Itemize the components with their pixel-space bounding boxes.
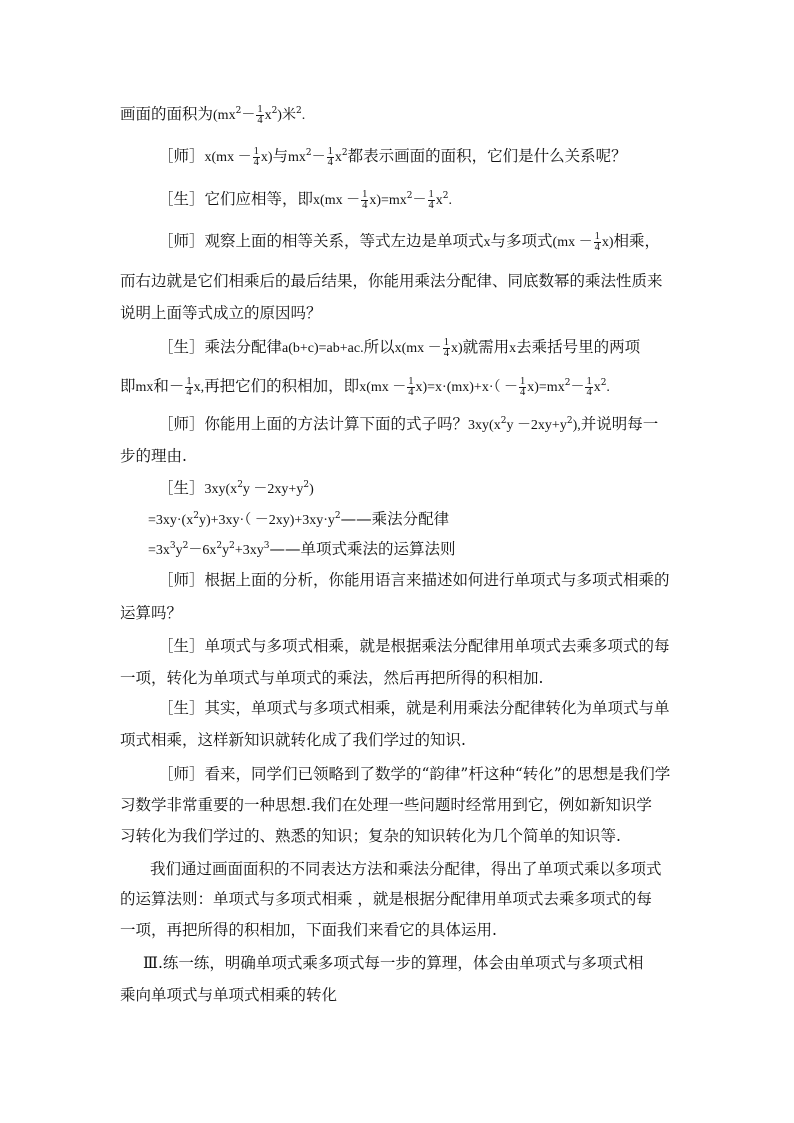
text-line — [158, 636, 670, 656]
text-line — [158, 698, 670, 718]
text: ［生］其实，单项式与多项式相乘，就是利用乘法分配律转化为单项式与单 — [158, 699, 670, 717]
math: x) — [450, 341, 463, 356]
math: x) — [260, 150, 273, 165]
math: x)=mx — [527, 380, 565, 395]
text-line — [120, 826, 621, 846]
text: ［生］乘法分配律 — [158, 338, 283, 356]
fraction — [253, 147, 260, 168]
text: ——单项式乘法的运算法则 — [269, 540, 456, 558]
text-line — [120, 795, 652, 815]
text: 画面的面积为 — [120, 105, 214, 123]
superscript: 2 — [235, 106, 242, 116]
text: 和－ — [153, 377, 185, 395]
fraction — [428, 190, 435, 211]
numerator: 1 — [253, 145, 259, 157]
text-line — [120, 104, 305, 126]
math: x — [264, 108, 272, 123]
math: y －2xy+y — [242, 482, 304, 497]
denominator: 4 — [594, 241, 600, 253]
numerator: 1 — [408, 375, 414, 387]
superscript: 2 — [305, 148, 312, 158]
superscript: 2 — [442, 191, 449, 201]
text: 就需用 — [462, 338, 510, 356]
math: － — [570, 380, 585, 395]
text-line — [158, 570, 670, 590]
text-line — [120, 985, 337, 1005]
text: 习转化为我们学过的、熟悉的知识；复杂的知识转化为几个简单的知识等. — [120, 827, 621, 845]
text-line — [158, 146, 627, 168]
text-line — [158, 337, 640, 359]
math: =3xy·(x — [148, 513, 194, 528]
text: 它们应相等，即 — [204, 190, 314, 208]
superscript: 2 — [341, 148, 348, 158]
denominator: 4 — [443, 347, 449, 359]
superscript: 2 — [216, 541, 223, 551]
text: Ⅲ.练一练，明确单项式乘多项式每一步的算理，体会由单项式与多项式相 — [143, 954, 644, 972]
math: (mx － — [552, 235, 593, 250]
math: mx — [135, 380, 154, 395]
denominator: 4 — [253, 156, 259, 168]
text: ——乘法分配律 — [340, 510, 450, 528]
numerator: 1 — [327, 145, 333, 157]
fraction — [327, 147, 334, 168]
denominator: 4 — [586, 386, 592, 398]
denominator: 4 — [428, 199, 434, 211]
math: x) — [601, 235, 614, 250]
math: +3xy — [234, 543, 264, 558]
text-line — [120, 303, 322, 323]
text-line — [158, 478, 314, 500]
numerator: 1 — [362, 188, 368, 200]
text-line — [120, 889, 652, 909]
math: x(mx － — [394, 341, 442, 356]
math: － — [241, 108, 256, 123]
text: 的运算法则：单项式与多项式相乘 ，就是根据分配律用单项式去乘多项式的每 — [120, 890, 652, 908]
denominator: 4 — [186, 386, 192, 398]
speaker-tag: ［生］ — [158, 190, 205, 208]
math: － — [311, 150, 326, 165]
fraction — [443, 338, 450, 359]
math: x(mx － — [359, 380, 407, 395]
math: =3x — [148, 543, 170, 558]
numerator: 1 — [186, 375, 192, 387]
text: 再把它们的积相加，即 — [204, 377, 360, 395]
text: 所以 — [363, 338, 395, 356]
superscript: 2 — [229, 541, 235, 551]
fraction — [594, 232, 601, 253]
math: a(b+c)=ab+ac. — [282, 341, 364, 356]
superscript: 2 — [193, 511, 199, 521]
text-line — [120, 271, 663, 291]
text: 一项，转化为单项式与单项式的乘法，然后再把所得的积相加. — [120, 669, 544, 687]
math: y — [222, 543, 230, 558]
text: 相乘， — [613, 232, 661, 250]
text: 运算吗？ — [120, 604, 183, 622]
math: x — [435, 193, 443, 208]
speaker-tag: ［生］ — [158, 479, 205, 497]
text-line — [120, 376, 610, 398]
text-line — [158, 414, 658, 436]
text: 说明上面等式成立的原因吗？ — [120, 304, 322, 322]
text: 观察上面的相等关系，等式左边是单项式 — [204, 232, 484, 250]
text: 而右边就是它们相乘后的最后结果，你能用乘法分配律、同底数幂的乘法性质来 — [120, 272, 663, 290]
math: x(mx － — [204, 150, 252, 165]
fraction — [185, 377, 192, 398]
denominator: 4 — [257, 114, 263, 126]
text-line — [148, 509, 449, 531]
math: x)=mx — [369, 193, 407, 208]
text: ［师］看来，同学们已领略到了数学的“韵律”杆这种“转化”的思想是我们学 — [158, 765, 671, 783]
superscript: 3 — [263, 541, 270, 551]
math: (mx — [213, 108, 236, 123]
speaker-tag: ［师］ — [158, 415, 205, 433]
text: 一项，再把所得的积相加，下面我们来看它的具体运用. — [120, 921, 497, 939]
superscript: 2 — [295, 106, 302, 116]
section-heading — [143, 953, 643, 973]
fraction — [407, 377, 414, 398]
text: 去乘括号里的两项 — [516, 338, 641, 356]
math: ) — [309, 482, 314, 497]
text: 与 — [272, 147, 289, 165]
numerator: 1 — [586, 375, 592, 387]
numerator: 1 — [443, 336, 449, 348]
superscript: 2 — [303, 480, 310, 490]
text-line — [120, 920, 497, 940]
superscript: 2 — [564, 378, 571, 388]
numerator: 1 — [594, 230, 600, 242]
math: x)=x·(mx)+x·（ － — [415, 380, 518, 395]
fraction — [361, 190, 368, 211]
math: － — [412, 193, 427, 208]
fraction — [256, 105, 263, 126]
math: . — [448, 193, 453, 208]
superscript: 2 — [334, 511, 341, 521]
math: 3xy(x — [204, 482, 238, 497]
text-line — [158, 231, 660, 253]
math: y — [175, 543, 183, 558]
math: x — [483, 235, 491, 250]
denominator: 4 — [520, 386, 526, 398]
math: y)+3xy·（ －2xy)+3xy·y — [198, 513, 335, 528]
math: x — [593, 380, 601, 395]
denominator: 4 — [362, 199, 368, 211]
text: 与多项式 — [490, 232, 553, 250]
math: y －2xy+y — [506, 418, 567, 433]
superscript: 2 — [237, 480, 243, 490]
text: ［师］根据上面的分析，你能用语言来描述如何进行单项式与多项式相乘的 — [158, 571, 670, 589]
text: 都表示画面的面积，它们是什么关系呢？ — [347, 147, 627, 165]
text: 即 — [120, 377, 136, 395]
math: 3xy(x — [468, 418, 501, 433]
math: ), — [572, 418, 581, 433]
math: . — [301, 108, 306, 123]
text: 项式相乘，这样新知识就转化成了我们学过的知识. — [120, 731, 466, 749]
speaker-tag: ［师］ — [158, 232, 205, 250]
numerator: 1 — [428, 188, 434, 200]
text-line — [120, 446, 187, 466]
denominator: 4 — [327, 156, 333, 168]
numerator: 1 — [257, 103, 263, 115]
text: 你能用上面的方法计算下面的式子吗？ — [204, 415, 469, 433]
math: )米 — [277, 108, 296, 123]
denominator: 4 — [408, 386, 414, 398]
text-line — [120, 668, 543, 688]
text-line — [120, 603, 182, 623]
text: 步的理由. — [120, 447, 187, 465]
text-line — [120, 730, 466, 750]
text: 习数学非常重要的一种思想.我们在处理一些问题时经常用到它，例如新知识学 — [120, 796, 652, 814]
superscript: 2 — [271, 106, 278, 116]
text: 我们通过画面面积的不同表达方法和乘法分配律，得出了单项式乘以多项式 — [150, 860, 662, 878]
math: x — [509, 341, 517, 356]
numerator: 1 — [520, 375, 526, 387]
speaker-tag: ［师］ — [158, 147, 205, 165]
text-line — [150, 859, 662, 879]
text: 并说明每一 — [580, 415, 659, 433]
text-line — [158, 764, 670, 784]
fraction — [519, 377, 526, 398]
math: mx — [288, 150, 306, 165]
superscript: 2 — [566, 416, 573, 426]
math: x — [334, 150, 342, 165]
superscript: 3 — [169, 541, 176, 551]
math: x, — [193, 380, 205, 395]
math: . — [606, 380, 610, 395]
fraction — [585, 377, 592, 398]
superscript: 2 — [182, 541, 189, 551]
superscript: 2 — [600, 378, 607, 388]
math: x(mx － — [313, 193, 361, 208]
superscript: 2 — [500, 416, 507, 426]
math: －6x — [188, 543, 217, 558]
text: 乘向单项式与单项式相乘的转化 — [120, 986, 338, 1004]
text-line — [158, 189, 452, 211]
superscript: 2 — [406, 191, 413, 201]
text: ［生］单项式与多项式相乘，就是根据乘法分配律用单项式去乘多项式的每 — [158, 637, 670, 655]
text-line — [148, 539, 456, 561]
